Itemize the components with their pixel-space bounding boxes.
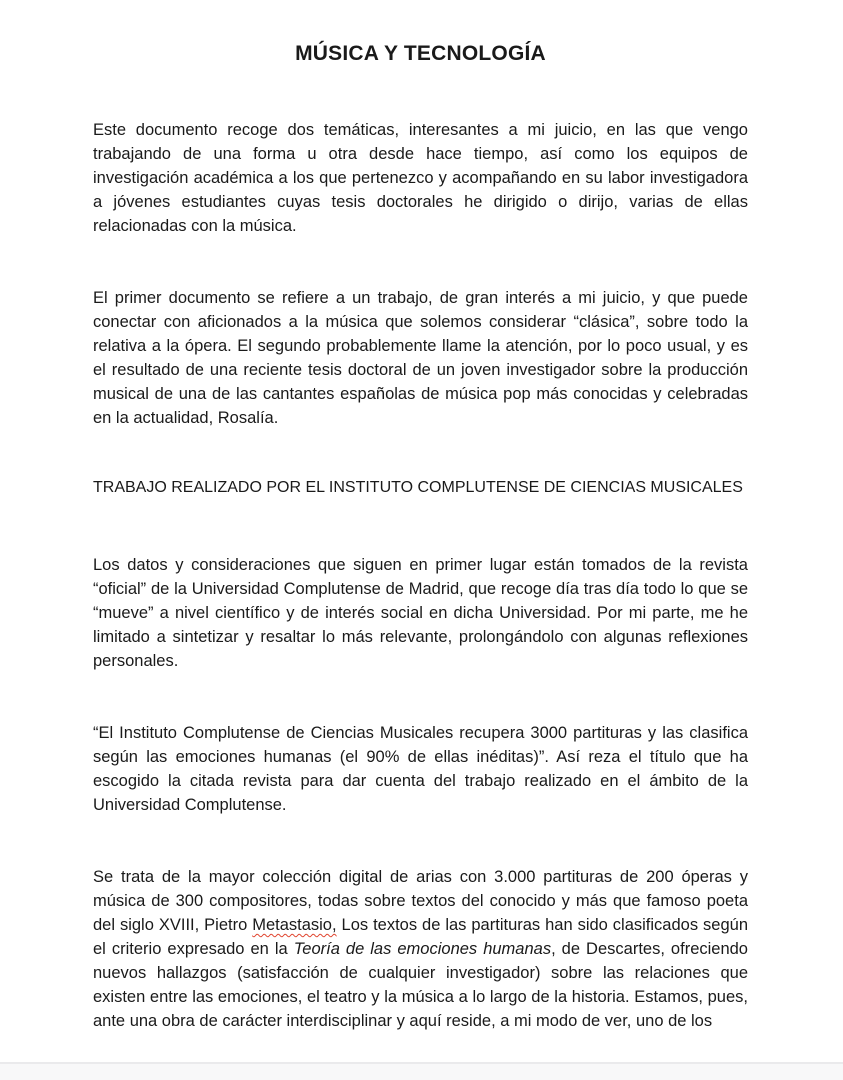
page-bottom-gap (0, 1062, 843, 1080)
collection-details-text-3: , de Descartes, ofreciendo nuevos hallazgos (satisfacción de cualquier investigador) sobre las relaciones que existen entre las emociones, el teatro y la música a lo largo de la historia. Estamos, pues, ante una obra de carácter interdisciplinar y aquí reside, a mi modo de ver, uno de los (93, 940, 748, 1030)
italic-book-title: Teoría de las emociones humanas (293, 940, 552, 958)
collection-details-text-1: Se trata de la mayor colección digital de arias con 3.000 partituras de 200 óperas y música de 300 compositores, todas sobre textos del conocido y más que famoso poeta del siglo XVIII, Pietro (93, 868, 748, 934)
paragraph-documents-overview: El primer documento se refiere a un trabajo, de gran interés a mi juicio, y que puede conectar con aficionados a la música que solemos considerar “clásica”, sobre todo la relativa a la ópera. El segundo probablemente llame la atención, por lo poco usual, y es el resultado de una reciente tesis doctoral de un joven investigador sobre la producción musical de una de las cantantes españolas de música pop más conocidas y celebradas en la actualidad, Rosalía. (93, 289, 748, 427)
paragraph-quoted-title: “El Instituto Complutense de Ciencias Musicales recupera 3000 partituras y las clasifica según las emociones humanas (el 90% de ellas inéditas)”. Así reza el título que ha escogido la citada revista para dar cuenta del trabajo realizado en el ámbito de la Universidad Complutense. (93, 724, 748, 814)
misspelled-word-metastasio: Metastasio, (252, 916, 337, 934)
paragraph-source-note: Los datos y consideraciones que siguen en primer lugar están tomados de la revista “oficial” de la Universidad Complutense de Madrid, que recoge día tras día todo lo que se “mueve” a nivel científico y de interés social en dicha Universidad. Por mi parte, me he limitado a sintetizar y resaltar lo más relevante, prolongándolo con algunas reflexiones personales. (93, 556, 748, 670)
paragraph-collection-details (93, 865, 748, 1033)
section-heading-instituto-complutense: TRABAJO REALIZADO POR EL INSTITUTO COMPLUTENSE DE CIENCIAS MUSICALES (93, 479, 743, 496)
document-title-text: MÚSICA Y TECNOLOGÍA (295, 42, 546, 65)
document-title (93, 39, 748, 69)
collection-details-text-2: Los textos de las partituras han sido clasificados según el criterio expresado en la (93, 916, 748, 958)
paragraph-intro: Este documento recoge dos temáticas, interesantes a mi juicio, en las que vengo trabajando de una forma u otra desde hace tiempo, así como los equipos de investigación académica a los que pertenezco y acompañando en su labor investigadora a jóvenes estudiantes cuyas tesis doctorales he dirigido o dirijo, varias de ellas relacionadas con la música. (93, 121, 748, 235)
